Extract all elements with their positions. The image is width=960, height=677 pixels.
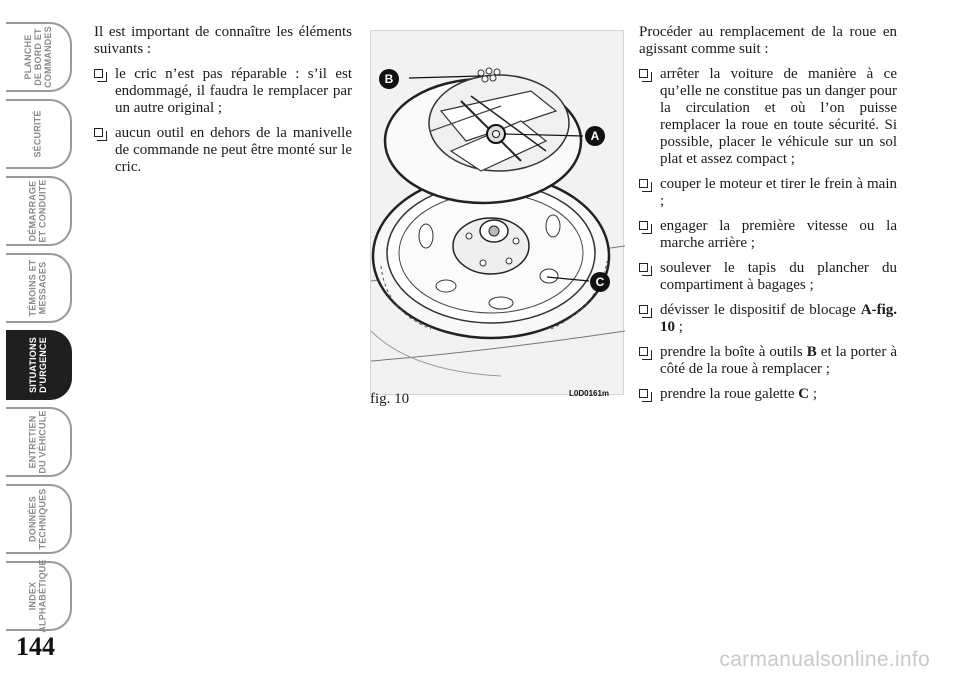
list-item-text: couper le moteur et tirer le frein à main ;: [660, 176, 897, 209]
list-item: [639, 176, 897, 210]
list-item: [639, 386, 897, 403]
figure-caption: fig. 10: [370, 391, 410, 407]
tab-label: INDEX ALPHABÉTIQUE: [28, 559, 48, 633]
callout-b: [379, 69, 399, 89]
list-item: [639, 344, 897, 378]
checkbox-bullet-icon: [639, 347, 648, 356]
checkbox-bullet-icon: [639, 179, 648, 188]
right-column: [639, 24, 897, 411]
left-column: [94, 24, 352, 184]
list-item-text: le cric n’est pas réparable : s’il est endommagé, il faudra le remplacer par un autre original ;: [115, 66, 352, 116]
list-item: [94, 125, 352, 176]
list-item: [639, 66, 897, 168]
list-item: [639, 260, 897, 294]
tab-label: DÉMARRAGE ET CONDUITE: [27, 179, 48, 243]
checkbox-bullet-icon: [639, 389, 648, 398]
page-number: 144: [16, 632, 55, 661]
list-item: [94, 66, 352, 117]
callout-label: A: [590, 129, 600, 143]
tab-label: DONNÉES TECHNIQUES: [27, 488, 48, 550]
tab-label: ENTRETIEN DU VÉHICULE: [28, 410, 48, 474]
figure-code: L0D0161m: [569, 389, 610, 398]
list-item-text: prendre la boîte à outils: [660, 344, 807, 360]
list-item-text: prendre la roue galette: [660, 386, 799, 402]
checkbox-bullet-icon: [639, 69, 648, 78]
list-item-text: dévisser le dispositif de blocage: [660, 302, 861, 318]
spare-wheel-figure: [370, 30, 624, 395]
tab-label: TÉMOINS ET MESSAGES: [27, 259, 48, 317]
tab-label: PLANCHE DE BORD ET COMMANDES: [23, 26, 53, 88]
tab-securite[interactable]: [6, 99, 72, 169]
list-item-text: ;: [809, 386, 818, 402]
tab-demarrage[interactable]: [6, 176, 72, 246]
list-item-text: engager la première vitesse ou la marche arrière ;: [660, 218, 897, 251]
callout-a: [585, 126, 605, 146]
reference-label: C: [798, 386, 810, 402]
tab-donnees-techniques[interactable]: [6, 484, 72, 554]
tab-planche-de-bord[interactable]: [6, 22, 72, 92]
tab-label: SITUATIONS D’URGENCE: [28, 337, 48, 393]
list-item-text: arrêter la voiture de manière à ce qu’elle ne constitue pas un danger pour la circulation et où l’on puisse remplacer la roue en toute sécurité. Si possible, placer le véhicule sur un sol plat et assez compact ;: [660, 66, 897, 167]
reference-label: A-fig. 10: [660, 302, 897, 335]
checkbox-bullet-icon: [94, 128, 103, 137]
list-item: [639, 302, 897, 336]
list-item-text: et la porter à côté de la roue à remplacer ;: [660, 344, 898, 377]
tab-entretien[interactable]: [6, 407, 72, 477]
callout-c: [590, 272, 610, 292]
right-intro: Procéder au remplacement de la roue en agissant comme suit :: [639, 24, 897, 57]
reference-label: B: [806, 344, 817, 360]
tab-index[interactable]: [6, 561, 72, 631]
tab-temoins[interactable]: [6, 253, 72, 323]
callout-label: B: [384, 72, 394, 86]
list-item-text: soulever le tapis du plancher du compartiment à bagages ;: [660, 260, 897, 293]
tab-situations-urgence[interactable]: [6, 330, 72, 400]
checkbox-bullet-icon: [639, 263, 648, 272]
list-item: [639, 218, 897, 252]
left-intro: Il est important de connaître les éléments suivants :: [94, 24, 352, 57]
spare-wheel-illustration: [371, 31, 625, 396]
callout-label: C: [595, 275, 605, 289]
watermark: carmanualsonline.info: [719, 648, 930, 671]
list-item-text: ;: [675, 319, 683, 335]
tab-label: SÉCURITÉ: [32, 110, 43, 158]
list-item-text: aucun outil en dehors de la manivelle de commande ne peut être monté sur le cric.: [115, 125, 352, 175]
checkbox-bullet-icon: [639, 305, 648, 314]
checkbox-bullet-icon: [94, 69, 103, 78]
checkbox-bullet-icon: [639, 221, 648, 230]
